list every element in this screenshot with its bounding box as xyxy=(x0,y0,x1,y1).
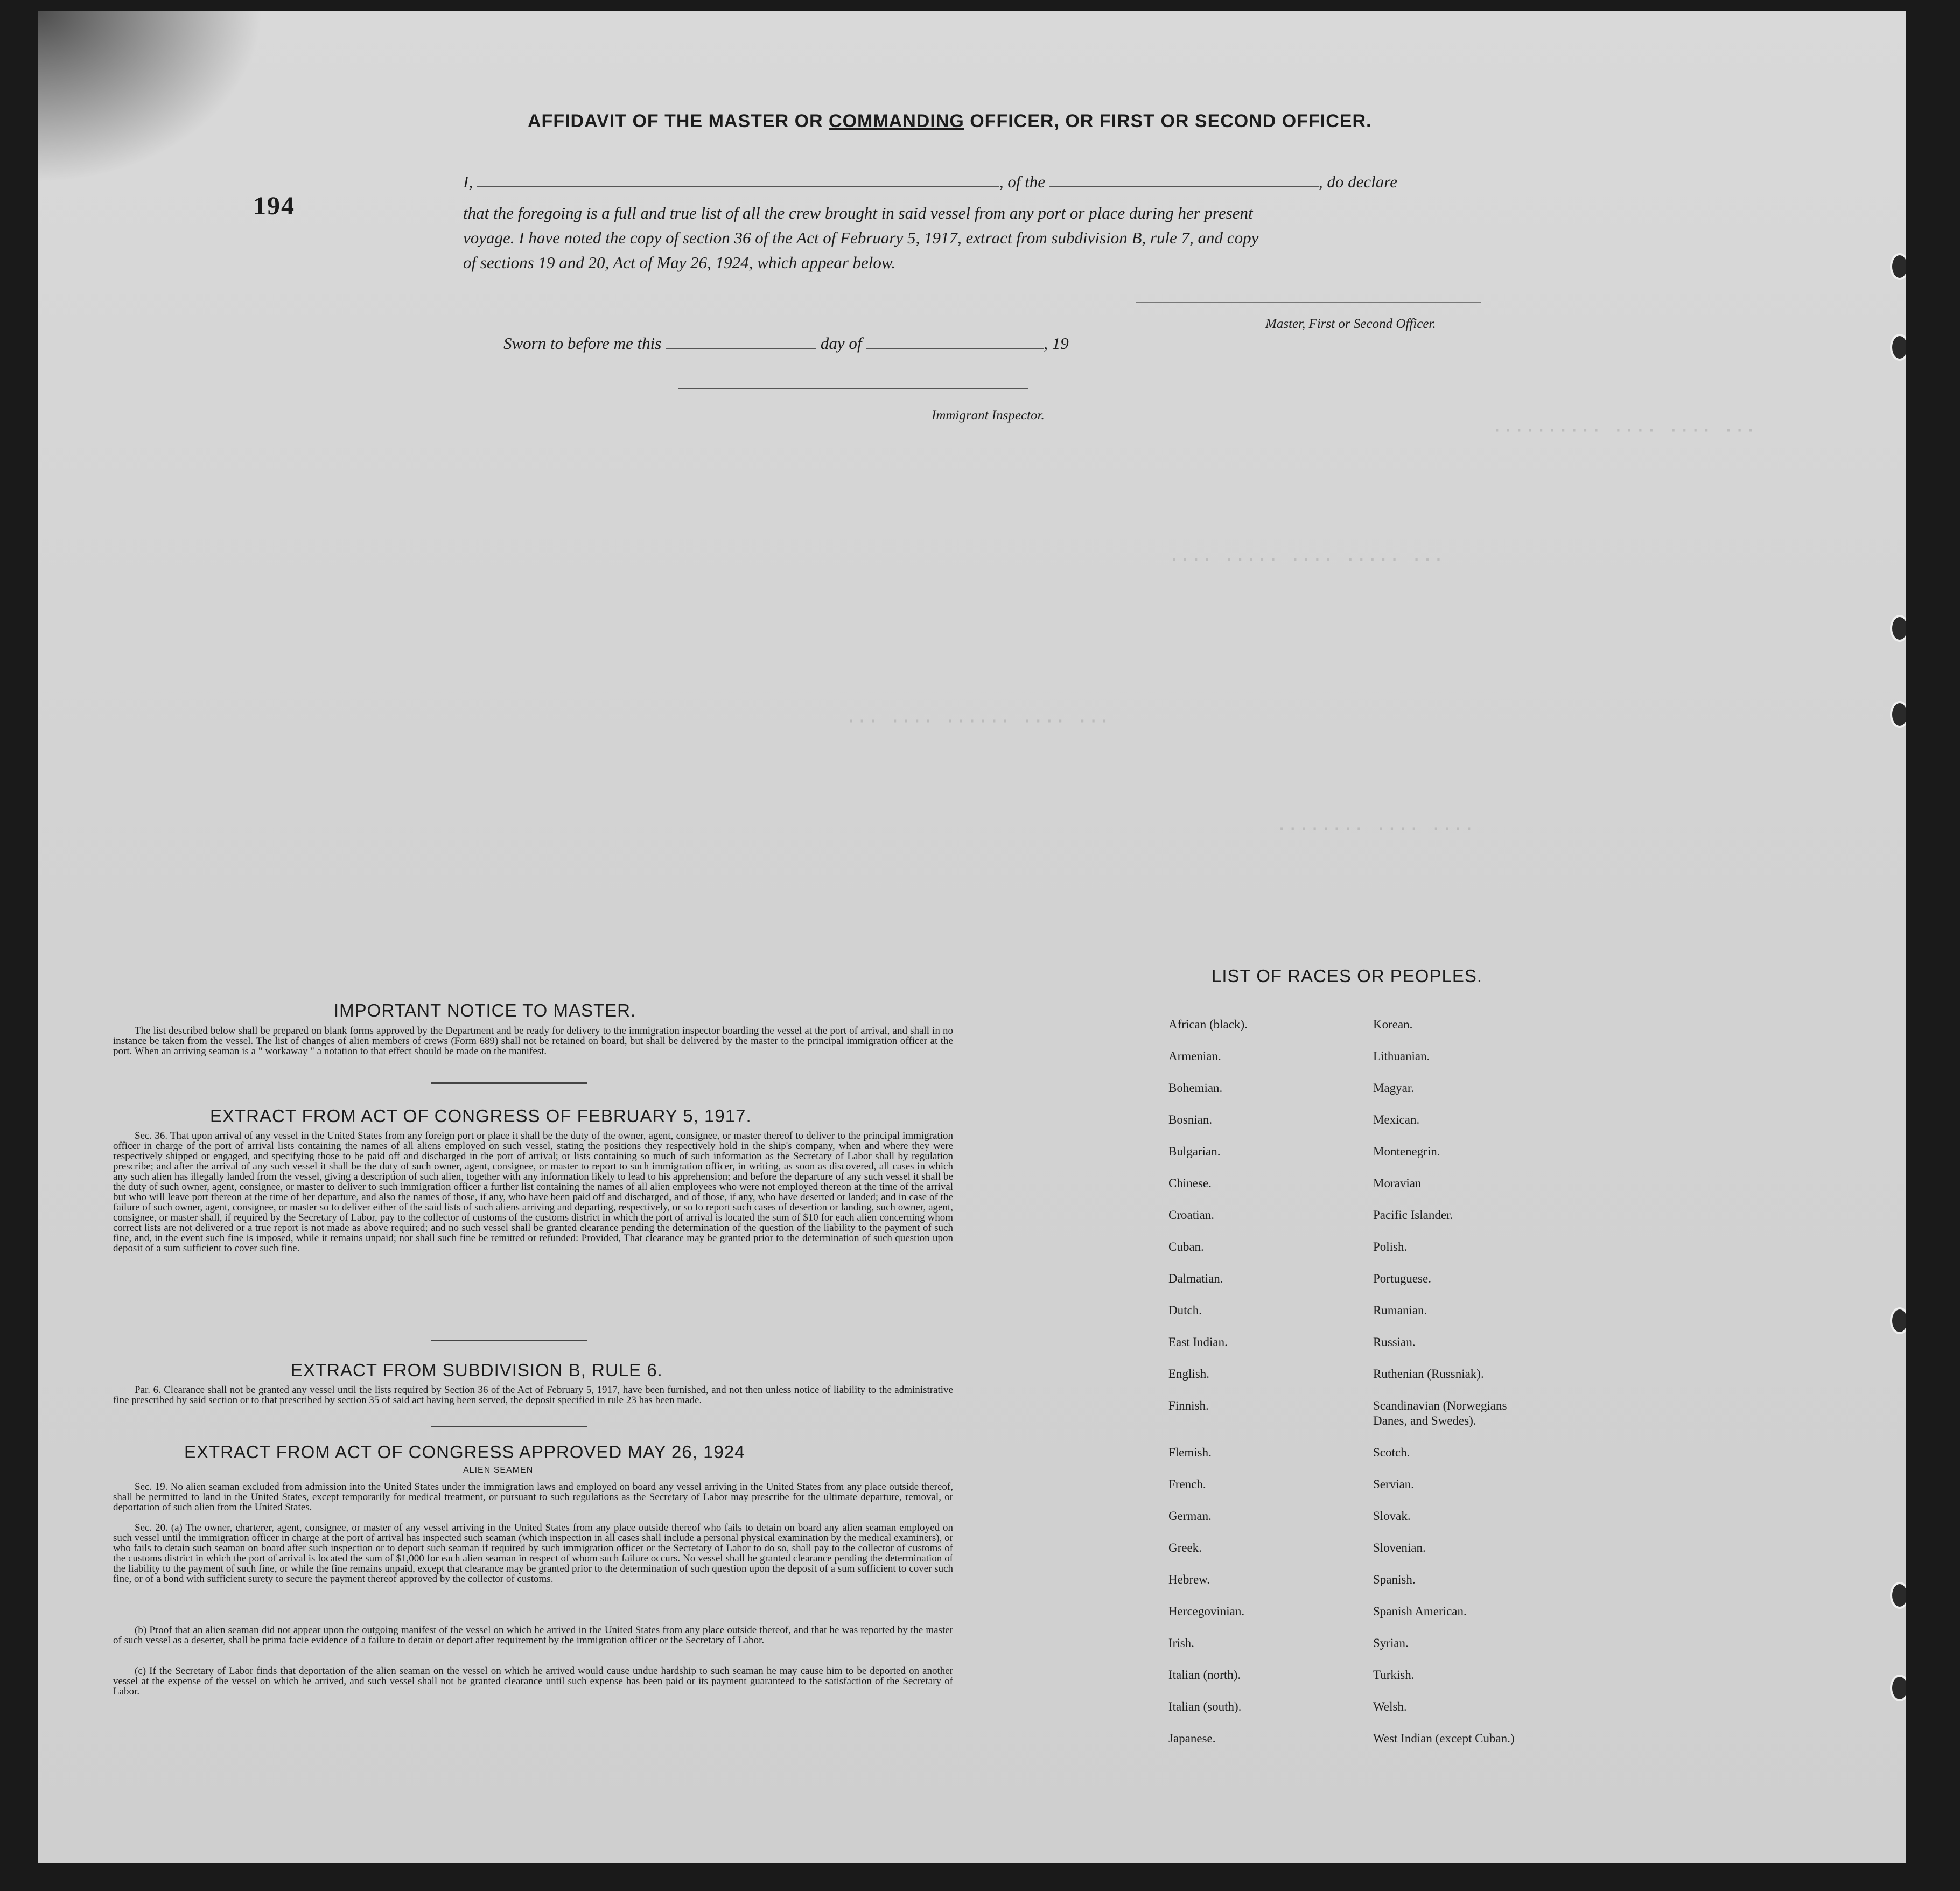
race-scandinavian-line2: Danes, and Swedes). xyxy=(1373,1414,1476,1427)
race-left-2: Bohemian. xyxy=(1168,1081,1223,1095)
race-right-9: Rumanian. xyxy=(1373,1304,1427,1317)
race-left-19: Irish. xyxy=(1168,1636,1194,1650)
manifest-page xyxy=(38,11,1906,1863)
extract-1924-sec19: Sec. 19. No alien seaman excluded from admission into the United States under the immigration laws and employed on board any vessel arriving in the United States from any place outside thereof, shall be permitted to land in the United States, except temporarily for medical treatment, or pursuant to such regulations as the Secretary of Labor may prescribe for the ultimate departure, removal, or deportation of such alien from the United States. xyxy=(113,1481,953,1513)
race-right-17: Spanish. xyxy=(1373,1573,1416,1586)
race-left-21: Italian (south). xyxy=(1168,1700,1242,1713)
extract-1924-sec20b: (b) Proof that an alien seaman did not appear upon the outgoing manifest of the vessel on which he arrived in the United States from any place outside thereof, and that he was reported by the master of such vessel as a deserter, shall be prima facie evidence of a failure to detain or deport after requirement by the immigration officer or the Secretary of Labor. xyxy=(113,1624,953,1646)
race-left-4: Bulgarian. xyxy=(1168,1145,1221,1158)
race-left-14: French. xyxy=(1168,1477,1206,1491)
race-left-9: Dutch. xyxy=(1168,1304,1202,1317)
alien-seamen-subtitle: ALIEN SEAMEN xyxy=(463,1466,534,1475)
punch-hole xyxy=(1890,615,1906,642)
race-right-6: Pacific Islander. xyxy=(1373,1208,1453,1222)
affidavit-line-1 xyxy=(463,172,1397,192)
race-left-18: Hercegovinian. xyxy=(1168,1605,1245,1618)
race-left-15: German. xyxy=(1168,1509,1212,1523)
race-right-2: Magyar. xyxy=(1373,1081,1415,1095)
punch-hole xyxy=(1890,1582,1906,1609)
race-left-12: Finnish. xyxy=(1168,1399,1209,1412)
extract-1917-text: Sec. 36. That upon arrival of any vessel in the United States from any foreign port or place it shall be the duty of the owner, agent, consignee, or master thereof to deliver to the principal immigration officer in charge of the port of arrival lists containing the names of all aliens employed on such vessel, stating the positions they respectively hold in the ship's company, when and where they were respectively shipped or engaged, and specifying those to be paid off and discharged in the port of arrival; or lists containing so much of such information as the Secretary of Labor shall by regulation prescribe; and after the arrival of any such vessel it shall be the duty of such owner, agent, consignee, or master to report to such immigration officer, in writing, as soon as discovered, all cases in which any such alien has illegally landed from the vessel, giving a description of such alien, together with any information likely to lead to his apprehension; and before the departure of any such vessel it shall be the duty of such owner, agent, consignee, or master to deliver to such immigration officer a further list containing the names of all alien employees who were not employed thereon at the time of the arrival but who will leave port thereon at the time of her departure, and also the names of those, if any, who have been paid off and discharged, and of those, if any, who have deserted or landed; and in case of the failure of such owner, agent, consignee, or master so to deliver either of the said lists of such aliens arriving and departing, respectively, or so to report such cases of desertion or landing, such owner, agent, consignee, or master shall, if required by the Secretary of Labor, pay to the collector of customs of the customs district in which the port of arrival is located the sum of $10 for each alien concerning whom correct lists are not delivered or a true report is not made as above required; and no such vessel shall be granted clearance pending the determination of the question of the liability to the payment of such fine, and, in the event such fine is imposed, while it remains unpaid; nor shall such fine be remitted or refunded: Provided, That clearance may be granted prior to the determination of such question upon deposit of a sum sufficient to cover such fine. xyxy=(113,1130,953,1254)
race-left-0: African (black). xyxy=(1168,1018,1248,1031)
race-left-5: Chinese. xyxy=(1168,1176,1212,1190)
sworn-pre: Sworn to before me this xyxy=(503,334,662,353)
sworn-line xyxy=(503,334,1069,353)
affidavit-i: I, xyxy=(463,172,473,191)
affidavit-title-pre: AFFIDAVIT OF THE MASTER OR xyxy=(528,111,829,131)
sworn-month-field[interactable] xyxy=(866,334,1044,349)
races-title: LIST OF RACES OR PEOPLES. xyxy=(1212,966,1483,986)
divider xyxy=(431,1340,587,1341)
race-right-5: Moravian xyxy=(1373,1176,1422,1190)
race-left-22: Japanese. xyxy=(1168,1732,1216,1745)
race-left-1: Armenian. xyxy=(1168,1049,1221,1063)
affidavit-title-post: OFFICER, OR FIRST OR SECOND OFFICER. xyxy=(964,111,1372,131)
ghost-row: ·········· ···· ···· ··· xyxy=(1492,420,1756,442)
affidavit-declare: , do declare xyxy=(1318,172,1397,191)
notice-title: IMPORTANT NOTICE TO MASTER. xyxy=(334,1000,636,1020)
extract-rule6-title: EXTRACT FROM SUBDIVISION B, RULE 6. xyxy=(291,1360,663,1380)
extract-1924-sec20a: Sec. 20. (a) The owner, charterer, agent, consignee, or master of any vessel arriving in the United States from any place outside thereof who fails to detain on board any alien seaman employed on such vessel until the immigration officer in charge at the port of arrival has inspected such seaman (which inspection in all cases shall include a personal physical examination by the medical examiners), or who fails to detain such seaman on board after such inspection or to deport such seaman if required by such immigration officer or the Secretary of Labor to do so, shall pay to the collector of customs of the customs district in which the port of arrival is located the sum of $1,000 for each alien seaman in respect of whom such failure occurs. No vessel shall be granted clearance pending the determination of the liability to the payment of such fine, or while the fine remains unpaid, except that clearance may be granted prior to the determination of such question upon the deposit of a sum sufficient to cover such fine, or of a bond with sufficient surety to secure the payment thereof approved by the collector of customs. xyxy=(113,1522,953,1585)
race-right-10: Russian. xyxy=(1373,1335,1416,1349)
race-right-4: Montenegrin. xyxy=(1373,1145,1440,1158)
scan-shadow xyxy=(38,11,264,183)
race-right-19: Syrian. xyxy=(1373,1636,1409,1650)
race-left-3: Bosnian. xyxy=(1168,1113,1213,1126)
race-left-6: Croatian. xyxy=(1168,1208,1214,1222)
race-left-20: Italian (north). xyxy=(1168,1668,1241,1682)
divider xyxy=(431,1082,587,1084)
ghost-row: ········ ···· ···· xyxy=(1276,818,1475,840)
race-right-3: Mexican. xyxy=(1373,1113,1420,1126)
race-right-13: Scotch. xyxy=(1373,1446,1410,1459)
race-right-0: Korean. xyxy=(1373,1018,1413,1031)
race-right-14: Servian. xyxy=(1373,1477,1415,1491)
page-number: 194 xyxy=(253,192,295,220)
ghost-row: ···· ····· ···· ····· ··· xyxy=(1168,549,1444,571)
race-left-17: Hebrew. xyxy=(1168,1573,1210,1586)
race-right-7: Polish. xyxy=(1373,1240,1408,1253)
punch-hole xyxy=(1890,253,1906,280)
inspector-signature-line[interactable] xyxy=(678,388,1028,389)
punch-hole xyxy=(1890,1675,1906,1701)
affidavit-title-underlined: COMMANDING xyxy=(829,111,964,131)
race-left-10: East Indian. xyxy=(1168,1335,1228,1349)
punch-hole xyxy=(1890,334,1906,361)
race-right-1: Lithuanian. xyxy=(1373,1049,1430,1063)
race-right-8: Portuguese. xyxy=(1373,1272,1431,1285)
race-right-11: Ruthenian (Russniak). xyxy=(1373,1367,1484,1381)
race-left-16: Greek. xyxy=(1168,1541,1202,1554)
race-left-8: Dalmatian. xyxy=(1168,1272,1223,1285)
race-left-7: Cuban. xyxy=(1168,1240,1204,1253)
extract-rule6-text: Par. 6. Clearance shall not be granted any vessel until the lists required by Section 36 of the Act of February 5, 1917, have been furnished, and not then unless notice of liability to the administrative fine prescribed by said section or to that prescribed by section 35 of said act having been served, the deposit specified in rule 23 has been made. xyxy=(113,1384,953,1406)
master-signature-line[interactable] xyxy=(1136,302,1481,303)
ghost-row: ··· ···· ······ ···· ··· xyxy=(845,711,1110,732)
affidavit-of-the: , of the xyxy=(999,172,1046,191)
race-left-11: English. xyxy=(1168,1367,1210,1381)
master-signature-label: Master, First or Second Officer. xyxy=(1265,317,1436,331)
sworn-year: , 19 xyxy=(1044,334,1069,353)
race-right-21: Welsh. xyxy=(1373,1700,1407,1713)
extract-1924-sec20c: (c) If the Secretary of Labor finds that deportation of the alien seaman on the vessel on which he arrived would cause undue hardship to such seaman he may cause him to be deported on another vessel at the expense of the vessel on which he arrived, and such vessel shall not be granted clearance until such expense has been paid or its payment guaranteed to the satisfaction of the Secretary of Labor. xyxy=(113,1665,953,1697)
race-right-18: Spanish American. xyxy=(1373,1605,1467,1618)
affidavit-line-4: of sections 19 and 20, Act of May 26, 1924, which appear below. xyxy=(463,253,896,272)
affidavit-line-3: voyage. I have noted the copy of section 36 of the Act of February 5, 1917, extract from subdivision B, rule 7, and copy xyxy=(463,228,1259,247)
inspector-signature-label: Immigrant Inspector. xyxy=(932,408,1045,423)
sworn-day-field[interactable] xyxy=(666,334,816,349)
punch-hole xyxy=(1890,701,1906,728)
race-right-20: Turkish. xyxy=(1373,1668,1415,1682)
affidavit-title xyxy=(528,111,1371,132)
punch-hole xyxy=(1890,1307,1906,1334)
extract-1917-title: EXTRACT FROM ACT OF CONGRESS OF FEBRUARY 5, 1917. xyxy=(210,1106,752,1126)
race-left-13: Flemish. xyxy=(1168,1446,1212,1459)
sworn-day-label: day of xyxy=(820,334,862,353)
race-right-15: Slovak. xyxy=(1373,1509,1411,1523)
notice-text: The list described below shall be prepared on blank forms approved by the Department and be ready for delivery to the immigration inspector boarding the vessel at the port of arrival, and shall in no instance be taken from the vessel. The list of changes of alien members of crews (Form 689) shall not be retained on board, but shall be delivered by the master to the principal immigration officer at the port. When an arriving seaman is a " workaway " a notation to that effect should be made on the manifest. xyxy=(113,1025,953,1057)
affidavit-line-2: that the foregoing is a full and true list of all the crew brought in said vessel from any port or place during her present xyxy=(463,204,1253,222)
master-name-field[interactable] xyxy=(477,172,999,187)
race-right-22: West Indian (except Cuban.) xyxy=(1373,1732,1515,1745)
vessel-name-field[interactable] xyxy=(1049,172,1319,187)
race-right-12: Scandinavian (Norwegians xyxy=(1373,1399,1507,1412)
extract-1924-title: EXTRACT FROM ACT OF CONGRESS APPROVED MAY 26, 1924 xyxy=(184,1442,745,1462)
divider xyxy=(431,1426,587,1427)
race-right-16: Slovenian. xyxy=(1373,1541,1426,1554)
